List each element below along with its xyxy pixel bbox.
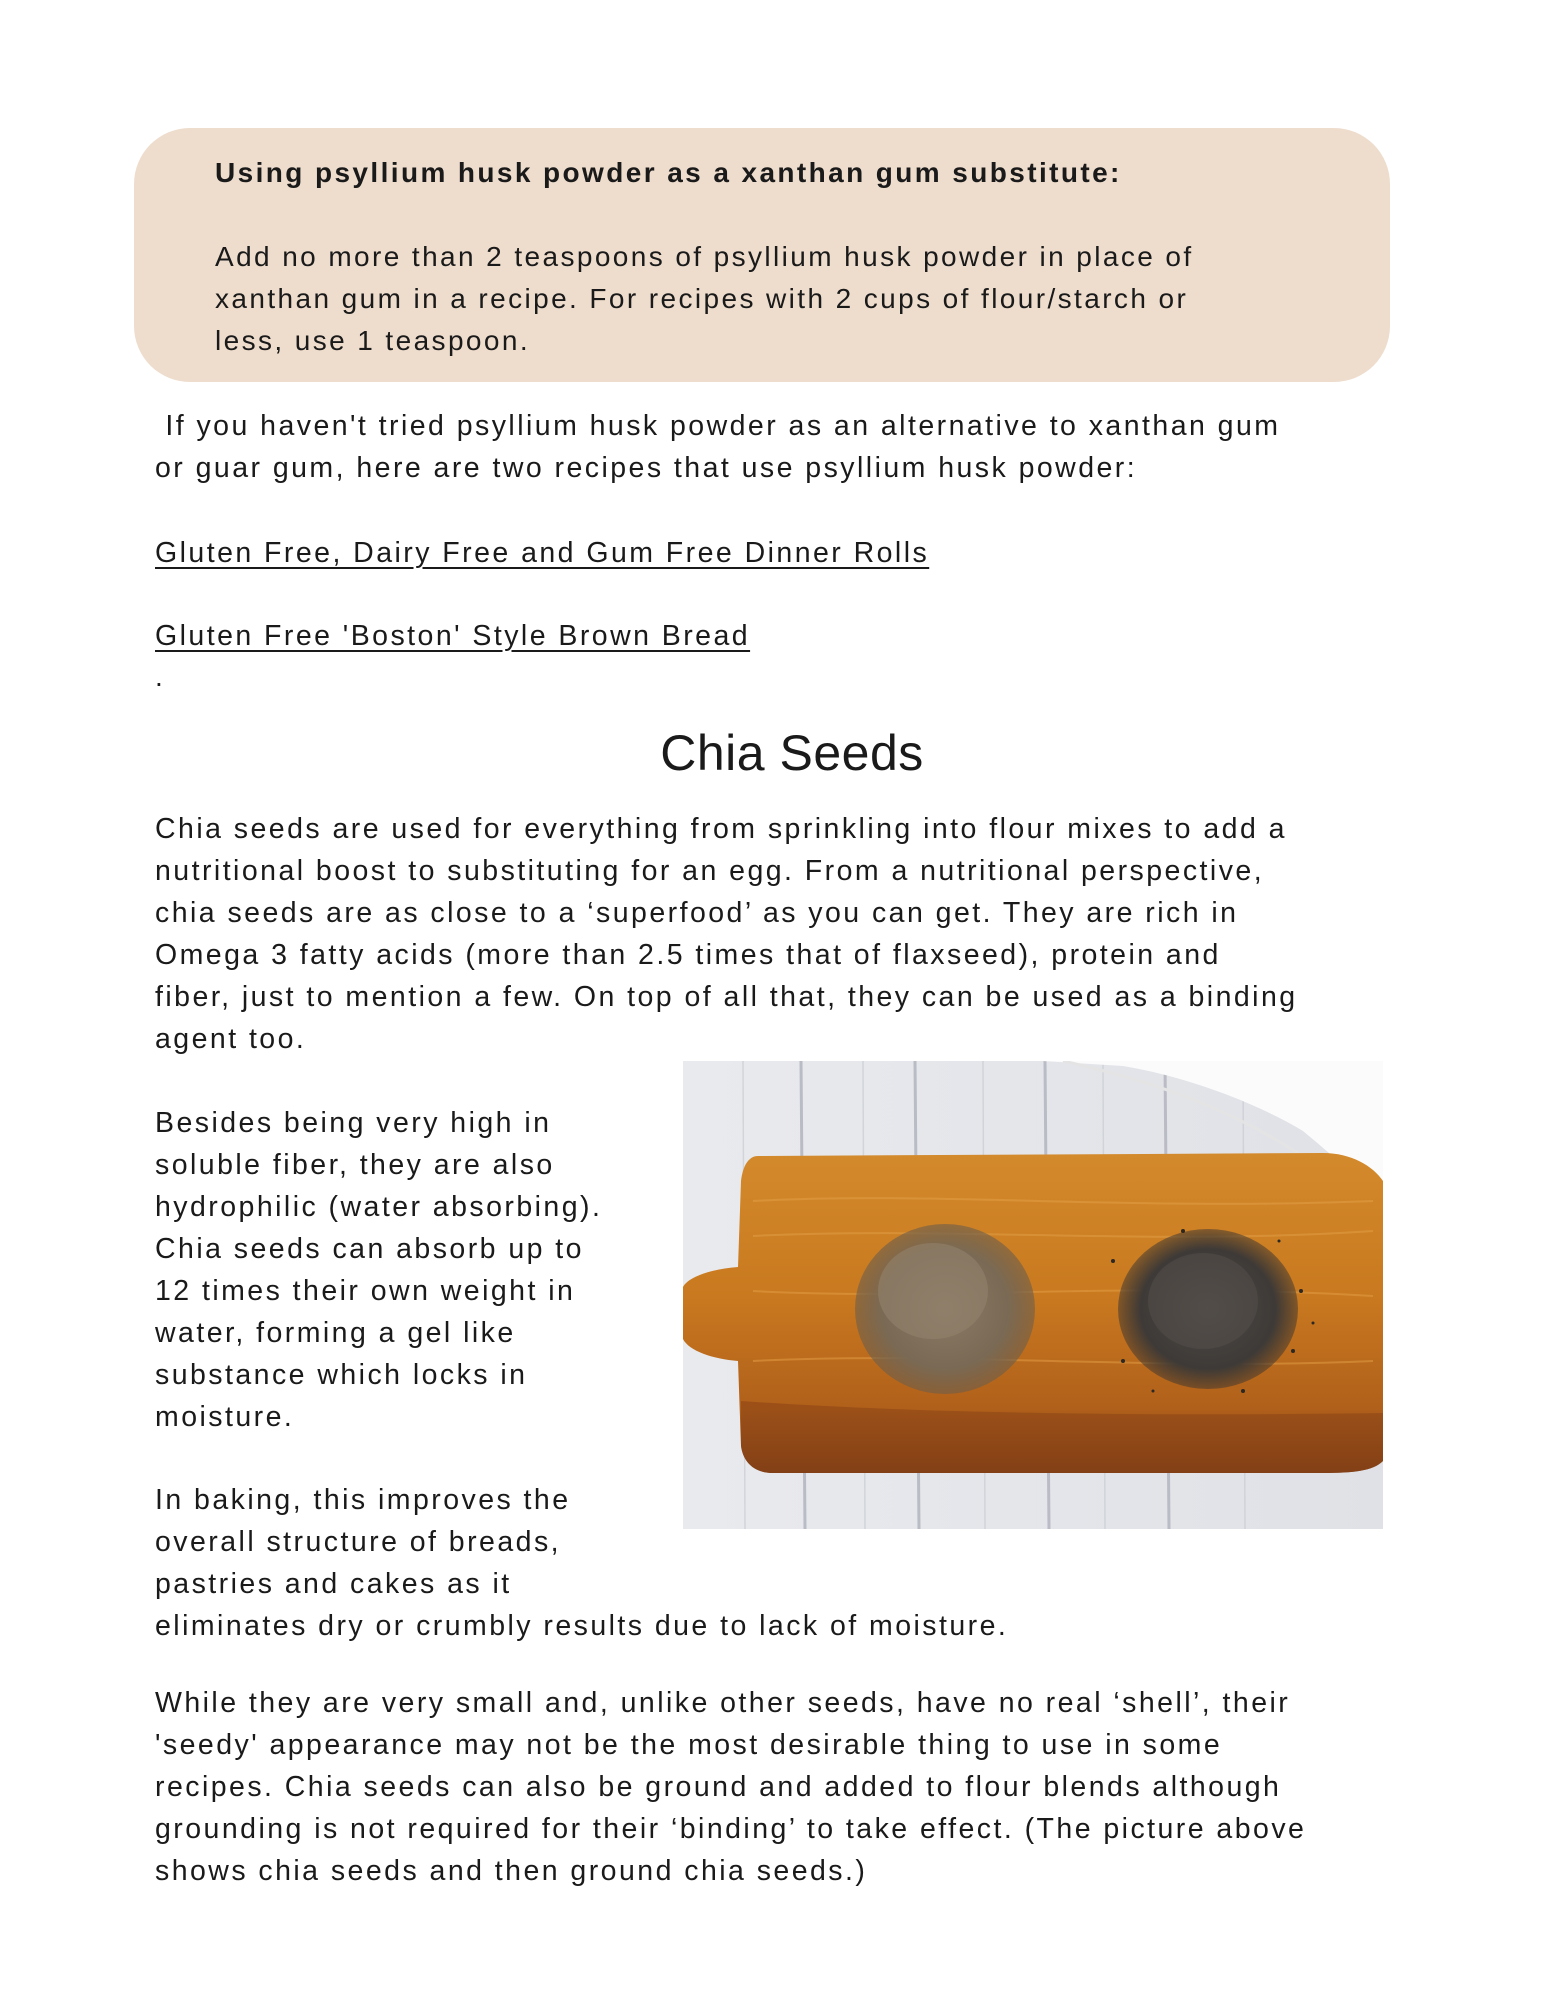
paragraph-line: fiber, just to mention a few. On top of all that, they can be used as a binding [155, 981, 1298, 1013]
paragraph-line: grounding is not required for their ‘binding’ to take effect. (The picture above [155, 1813, 1307, 1845]
paragraph-line: pastries and cakes as it [155, 1568, 512, 1600]
callout-body [215, 236, 1310, 362]
paragraph-line: Chia seeds are used for everything from sprinkling into flour mixes to add a [155, 813, 1287, 845]
paragraph-line: substance which locks in [155, 1359, 528, 1391]
ground-seeds-paragraph [155, 1682, 1415, 1892]
paragraph-line: hydrophilic (water absorbing). [155, 1191, 603, 1223]
chia-seeds-cutting-board-photo [683, 1061, 1383, 1529]
baking-paragraph [155, 1479, 655, 1605]
intro-line: If you haven't tried psyllium husk powder as an alternative to xanthan gum [155, 410, 1281, 442]
paragraph-line: Besides being very high in [155, 1107, 552, 1139]
callout-line: xanthan gum in a recipe. For recipes with 2 cups of flour/starch or [215, 283, 1189, 314]
baking-paragraph-end: eliminates dry or crumbly results due to lack of moisture. [155, 1610, 1009, 1642]
callout-title: Using psyllium husk powder as a xanthan gum substitute: [215, 157, 1122, 188]
callout-line: Add no more than 2 teaspoons of psyllium husk powder in place of [215, 241, 1194, 272]
paragraph-line: shows chia seeds and then ground chia seeds.) [155, 1855, 868, 1887]
brown-bread-recipe-link[interactable]: Gluten Free 'Boston' Style Brown Bread [155, 620, 751, 652]
dinner-rolls-recipe-link[interactable]: Gluten Free, Dairy Free and Gum Free Dinner Rolls [155, 537, 930, 569]
tip-callout-box [134, 128, 1390, 382]
separator-dot: . [155, 661, 163, 692]
paragraph-line: Omega 3 fatty acids (more than 2.5 times that of flaxseed), protein and [155, 939, 1221, 971]
intro-paragraph [155, 405, 1405, 489]
intro-line: or guar gum, here are two recipes that use psyllium husk powder: [155, 452, 1138, 484]
paragraph-line: While they are very small and, unlike other seeds, have no real ‘shell’, their [155, 1687, 1291, 1719]
section-heading: Chia Seeds [660, 725, 924, 781]
hydrophilic-paragraph [155, 1102, 655, 1438]
paragraph-line: 'seedy' appearance may not be the most desirable thing to use in some [155, 1729, 1223, 1761]
paragraph-line: chia seeds are as close to a ‘superfood’ as you can get. They are rich in [155, 897, 1239, 929]
paragraph-line: nutritional boost to substituting for an egg. From a nutritional perspective, [155, 855, 1265, 887]
chia-intro-paragraph [155, 808, 1405, 1060]
paragraph-line: soluble fiber, they are also [155, 1149, 555, 1181]
paragraph-line: moisture. [155, 1401, 295, 1433]
paragraph-line: recipes. Chia seeds can also be ground and added to flour blends although [155, 1771, 1282, 1803]
paragraph-line: Chia seeds can absorb up to [155, 1233, 584, 1265]
paragraph-line: In baking, this improves the [155, 1484, 571, 1516]
paragraph-line: agent too. [155, 1023, 307, 1055]
paragraph-line: overall structure of breads, [155, 1526, 562, 1558]
paragraph-line: water, forming a gel like [155, 1317, 516, 1349]
paragraph-line: 12 times their own weight in [155, 1275, 576, 1307]
callout-line: less, use 1 teaspoon. [215, 325, 531, 356]
